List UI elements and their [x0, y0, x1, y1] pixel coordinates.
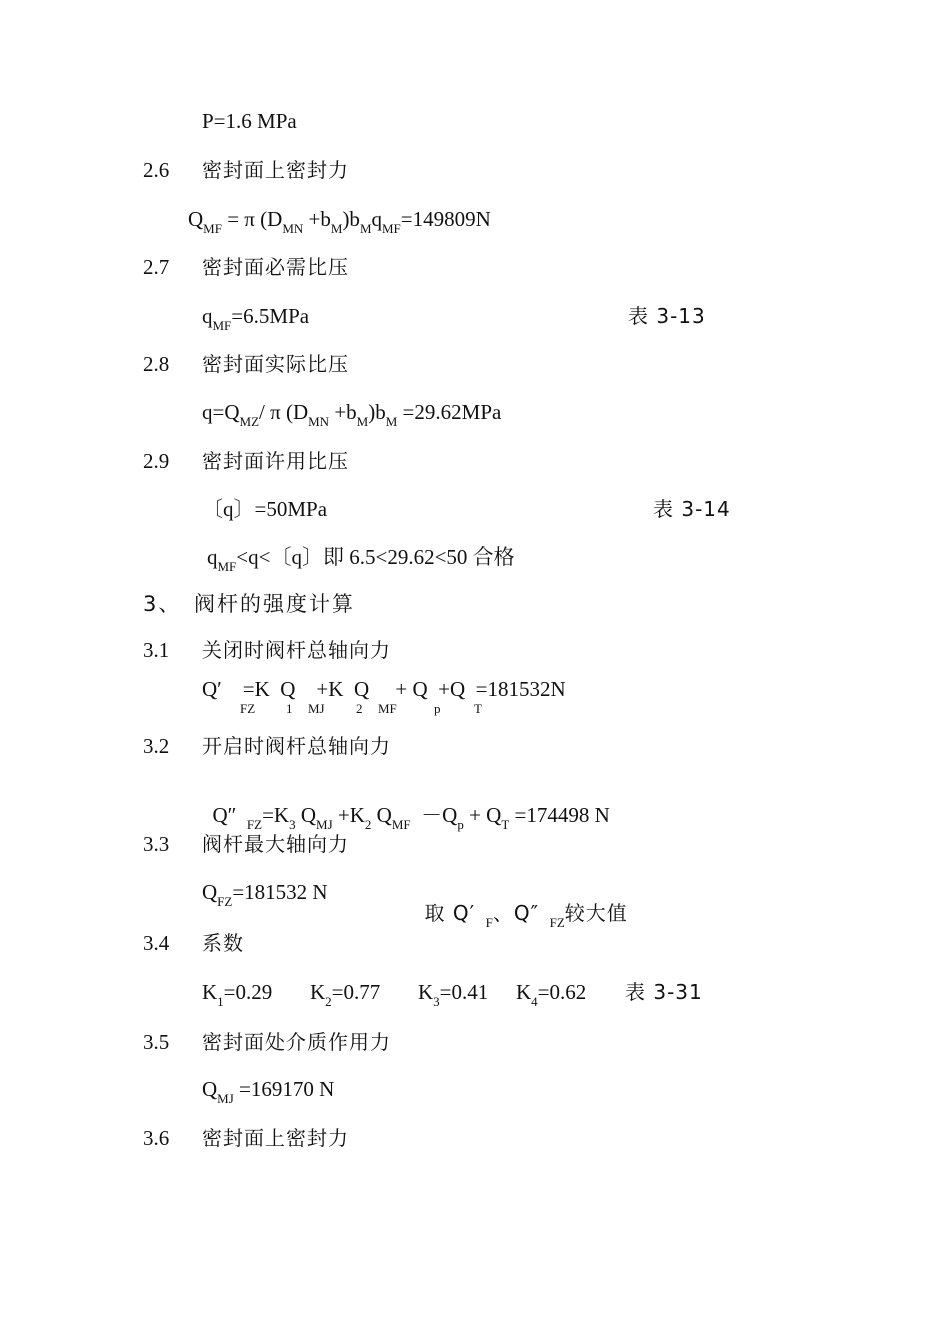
formula-2-7: $q_{MF}=6.5MPa$ — [202, 304, 310, 333]
section-title: 密封面必需比压 — [202, 255, 349, 279]
section-number: 3.1 — [143, 638, 170, 662]
formula-2-8: $q=Q_{MZ}/$ π $(D_{MN} +b_M)b_M =29.62MPa$ — [202, 400, 502, 429]
section-title: 密封面许用比压 — [202, 449, 349, 473]
formula-2-6: $Q_{MF} = \pi$ $(D_{MN} +b_M)b_Mq_{MF}=149809N$ — [188, 207, 491, 236]
section-title: 密封面处介质作用力 — [202, 1030, 391, 1054]
section-number: 2.6 — [143, 158, 170, 182]
section-number: 3.6 — [143, 1126, 170, 1150]
formula-3-1: Q′ =K Q +K Q + Q +Q =181532N FZ 1 MJ 2 MF p T — [202, 677, 566, 716]
table-ref-3-31: 表 3-31 — [625, 980, 703, 1004]
section-number: 2.7 — [143, 255, 170, 279]
section-title: 开启时阀杆总轴向力 — [202, 734, 391, 758]
section-number: 3.4 — [143, 931, 170, 955]
pressure-line: P=1.6 MPa — [202, 109, 297, 133]
section-title: 关闭时阀杆总轴向力 — [202, 638, 391, 662]
formula-2-9-check: $q_{MF}<q<$〔q〕即 6.5<29.62<50 合格 — [207, 545, 515, 574]
formula-3-2: Q″ $_{FZ}=K_3$ $Q_{MJ} +K_2$ $Q_{MF} -Q_p + Q_T =174498$ N — [212, 803, 610, 832]
section-number: 3.2 — [143, 734, 170, 758]
formula-3-3: $Q_{FZ}=181532$ N — [202, 880, 328, 909]
section-title: 密封面上密封力 — [202, 1126, 349, 1150]
section-title: 系数 — [202, 931, 244, 955]
table-ref-3-14: 表 3-14 — [653, 497, 731, 521]
section-title: 密封面实际比压 — [202, 352, 349, 376]
section-title: 阀杆最大轴向力 — [202, 832, 349, 856]
section-number: 3.5 — [143, 1030, 170, 1054]
coefficients-line: $K_1=0.29$ $K_2=0.77$ $K_3=0.41$ $K_4=0.62$ 表 3-31 — [202, 980, 703, 1009]
formula-3-3-note: 取 Q′ $_F$、Q″ $_{FZ}$较大值 — [424, 901, 628, 930]
section-number: 3.3 — [143, 832, 170, 856]
formula-3-5: $Q_{MJ} =169170$ N — [202, 1077, 335, 1106]
section-number: 2.8 — [143, 352, 170, 376]
section-number: 2.9 — [143, 449, 170, 473]
formula-2-9: 〔q〕=50MPa — [202, 497, 328, 521]
table-ref-3-13: 表 3-13 — [628, 304, 706, 328]
section-title: 密封面上密封力 — [202, 158, 349, 182]
